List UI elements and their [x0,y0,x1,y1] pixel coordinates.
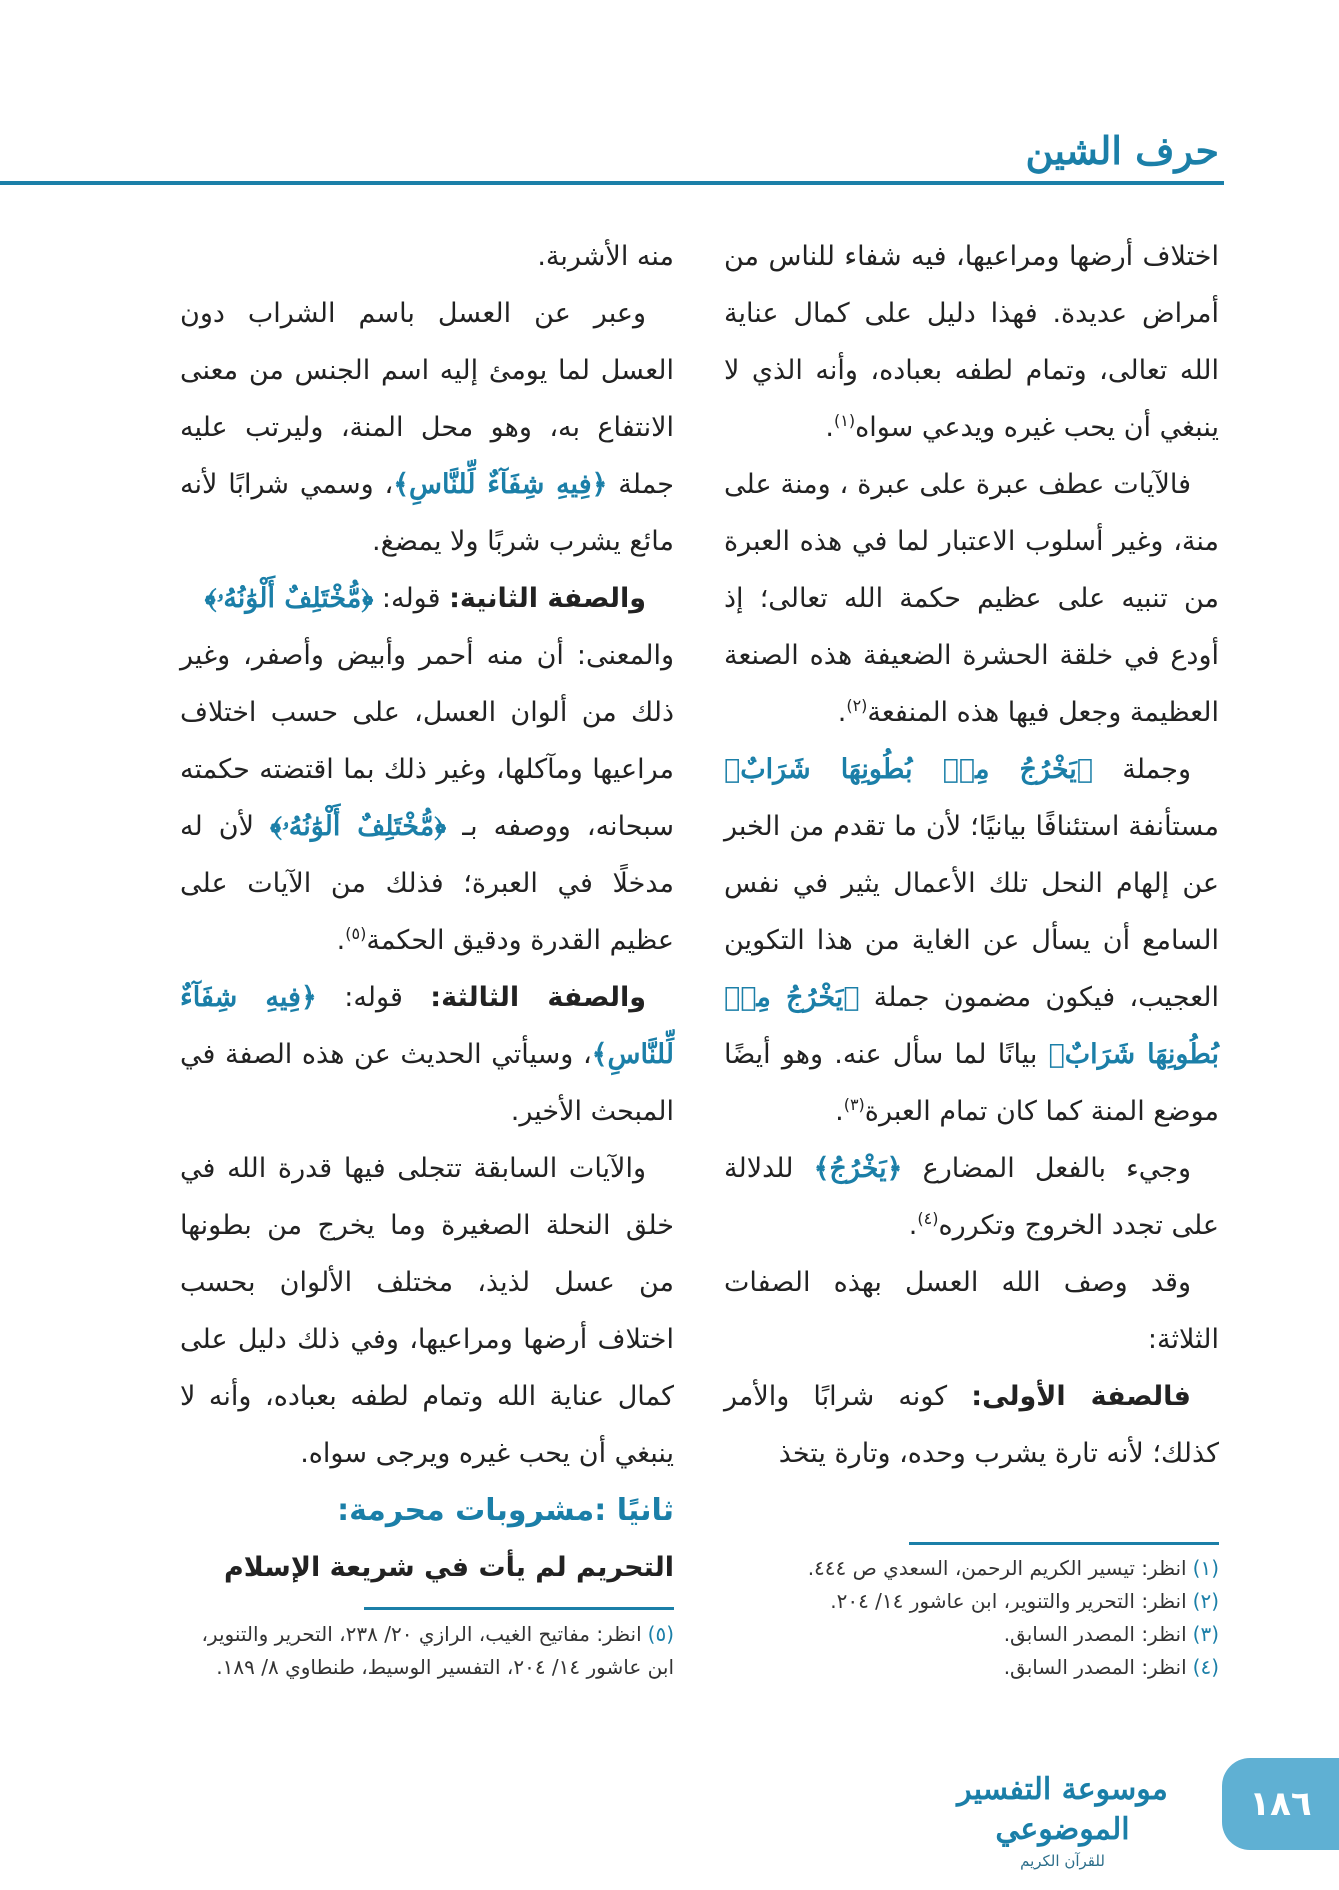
footnote-ref-3[interactable]: (٣) [843,1095,865,1114]
footnote-divider-left [364,1607,674,1610]
paragraph-l4: والمعنى: أن منه أحمر وأبيض وأصفر، وغير ذلك من ألوان العسل، على حسب اختلاف مراعيها ومآكلها، وغير ذلك بما اقتضته حكمته سبحانه، ووصفه بـ ﴿مُّخْتَلِفٌ أَلْوَٰنُهُۥ﴾ لأن له مدخلًا في العبرة؛ فذلك من الآيات على عظيم القدرة ودقيق الحكمة$^{(٥)}$. [180,640,674,956]
paragraph-6: فالصفة الأولى: كونه شرابًا والأمر كذلك؛ لأنه تارة يشرب وحده، وتارة يتخذ [724,1381,1219,1469]
section-label: والصفة الثانية: [449,583,646,614]
footnote-item: (١)انظر: تيسير الكريم الرحمن، السعدي ص ٤٤٤. [807,1556,1219,1580]
footnotes-left [180,1618,674,1684]
footnotes-right [724,1552,1219,1684]
section-label: فالصفة الأولى: [971,1381,1191,1412]
page-header-title: حرف الشين [1025,128,1219,173]
paragraph-4: وجيء بالفعل المضارع ﴿يَخْرُجُ﴾ للدلالة على تجدد الخروج وتكرره$^{(٤)}$. [724,1153,1219,1241]
footnote-ref-4[interactable]: (٤) [917,1209,939,1228]
left-column [180,228,674,1596]
footnote-item: (٣)انظر: المصدر السابق. [1003,1622,1219,1646]
encyclopedia-logo: موسوعة التفسير الموضوعي للقرآن الكريم [957,1772,1168,1870]
paragraph-l2: وعبر عن العسل باسم الشراب دون العسل لما يومئ إليه اسم الجنس من معنى الانتفاع به، وهو محل المنة، وليرتب عليه جملة ﴿فِيهِ شِفَآءٌ لِّلنَّاسِ﴾، وسمي شرابًا لأنه مائع يشرب شربًا ولا يمضغ. [180,298,674,557]
sub-heading: ثانيًا :مشروبات محرمة: [337,1493,674,1528]
quran-verse: ﴿يَخْرُجُ﴾ [813,1153,903,1184]
quran-verse: ﴿مُّخْتَلِفٌ أَلْوَٰنُهُۥ﴾ [204,583,374,614]
paragraph-5: وقد وصف الله العسل بهذه الصفات الثلاثة: [724,1267,1219,1355]
paragraph-continuation: منه الأشربة. [537,241,674,272]
footnote-item: (٢)انظر: التحرير والتنوير، ابن عاشور ١٤/ ٢٠٤. [830,1589,1219,1613]
footnote-item: (٤)انظر: المصدر السابق. [1003,1655,1219,1679]
quran-verse: ﴿فِيهِ شِفَآءٌ لِّلنَّاسِ﴾ [393,469,608,500]
quran-verse: ﴿مُّخْتَلِفٌ أَلْوَٰنُهُۥ﴾ [270,811,447,842]
quran-verse: ﴿يَخْرُجُ مِنۢ بُطُونِهَا شَرَابٌ﴾ [724,754,1093,785]
footnote-divider-right [909,1542,1219,1545]
footnote-ref-2[interactable]: (٢) [846,696,868,715]
quran-verse: ﴿فِيهِ شِفَآءٌ لِّلنَّاسِ﴾ [180,982,674,1070]
paragraph-l5: والصفة الثالثة: قوله: ﴿فِيهِ شِفَآءٌ لِّلنَّاسِ﴾، وسيأتي الحديث عن هذه الصفة في المبحث الأخير. [180,982,674,1127]
footnote-item: (٥)انظر: مفاتيح الغيب، الرازي ٢٠/ ٢٣٨، التحرير والتنوير، ابن عاشور ١٤/ ٢٠٤، التفسير الوسيط، طنطاوي ٨/ ١٨٩. [201,1622,674,1679]
paragraph-2: فالآيات عطف عبرة على عبرة ، ومنة على منة، وغير أسلوب الاعتبار لما في هذه العبرة من تنبيه على عظيم حكمة الله تعالى؛ إذ أودع في خلقة الحشرة الضعيفة هذه الصنعة العظيمة وجعل فيها هذه المنفعة$^{(٢)}$. [724,469,1219,728]
right-column [724,228,1219,1482]
paragraph-l7: التحريم لم يأت في شريعة الإسلام [224,1552,674,1583]
footnote-ref-1[interactable]: (١) [833,411,856,430]
paragraph-1: اختلاف أرضها ومراعيها، فيه شفاء للناس من أمراض عديدة. فهذا دليل على كمال عناية الله تعالى، وتمام لطفه بعباده، وأنه الذي لا ينبغي أن يحب غيره ويدعي سواه$^{(١)}$. [724,241,1219,443]
page-number: ١٨٦ [1249,1784,1312,1824]
paragraph-l3: والصفة الثانية: قوله: ﴿مُّخْتَلِفٌ أَلْوَٰنُهُۥ﴾ [204,583,646,614]
header-divider [0,181,1224,185]
paragraph-l6: والآيات السابقة تتجلى فيها قدرة الله في خلق النحلة الصغيرة وما يخرج من بطونها من عسل لذيذ، مختلف الألوان بحسب اختلاف أرضها ومراعيها، وفي ذلك دليل على كمال عناية الله وتمام لطفه بعباده، وأنه لا ينبغي أن يحب غيره ويرجى سواه. [180,1153,674,1469]
section-label: والصفة الثالثة: [430,982,646,1013]
quran-verse: ﴿يَخْرُجُ مِنۢ بُطُونِهَا شَرَابٌ﴾ [724,982,1219,1070]
footnote-ref-5[interactable]: (٥) [345,924,367,943]
paragraph-3: وجملة ﴿يَخْرُجُ مِنۢ بُطُونِهَا شَرَابٌ﴾ مستأنفة استئنافًا بيانيًا؛ لأن ما تقدم من الخبر عن إلهام النحل تلك الأعمال يثير في نفس السامع أن يسأل عن الغاية من هذا التكوين العجيب، فيكون مضمون جملة ﴿يَخْرُجُ مِنۢ بُطُونِهَا شَرَابٌ﴾ بيانًا لما سأل عنه. وهو أيضًا موضع المنة كما كان تمام العبرة$^{(٣)}$. [724,754,1219,1127]
page-number-badge [1222,1758,1339,1850]
